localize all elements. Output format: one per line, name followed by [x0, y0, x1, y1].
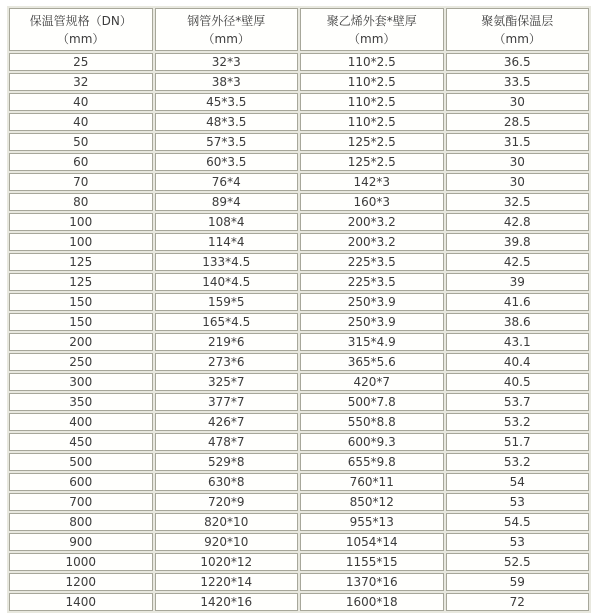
table-cell: 150 — [9, 313, 153, 331]
column-header-label: 聚乙烯外套*壁厚 — [326, 14, 417, 28]
table-row — [9, 453, 589, 471]
table-cell: 1155*15 — [300, 553, 444, 571]
table-cell: 225*3.5 — [300, 253, 444, 271]
table-row — [9, 193, 589, 211]
table-cell: 165*4.5 — [155, 313, 299, 331]
table-cell: 30 — [446, 173, 590, 191]
table-cell: 125 — [9, 273, 153, 291]
table-cell: 28.5 — [446, 113, 590, 131]
table-cell: 377*7 — [155, 393, 299, 411]
table-cell: 1220*14 — [155, 573, 299, 591]
column-header-1 — [155, 8, 299, 51]
table-cell: 30 — [446, 93, 590, 111]
table-cell: 955*13 — [300, 513, 444, 531]
table-row — [9, 273, 589, 291]
table-cell: 142*3 — [300, 173, 444, 191]
table-cell: 100 — [9, 233, 153, 251]
table-cell: 600*9.3 — [300, 433, 444, 451]
table-cell: 250 — [9, 353, 153, 371]
table-cell: 315*4.9 — [300, 333, 444, 351]
table-cell: 30 — [446, 153, 590, 171]
table-row — [9, 73, 589, 91]
table-cell: 420*7 — [300, 373, 444, 391]
table-cell: 100 — [9, 213, 153, 231]
table-cell: 159*5 — [155, 293, 299, 311]
table-cell: 1200 — [9, 573, 153, 591]
table-cell: 550*8.8 — [300, 413, 444, 431]
table-cell: 42.8 — [446, 213, 590, 231]
table-cell: 43.1 — [446, 333, 590, 351]
table-cell: 40 — [9, 113, 153, 131]
table-row — [9, 333, 589, 351]
table-body — [9, 53, 589, 611]
table-cell: 760*11 — [300, 473, 444, 491]
table-cell: 40.5 — [446, 373, 590, 391]
table-cell: 40.4 — [446, 353, 590, 371]
table-cell: 150 — [9, 293, 153, 311]
table-row — [9, 153, 589, 171]
table-cell: 53 — [446, 493, 590, 511]
table-cell: 500 — [9, 453, 153, 471]
table-row — [9, 233, 589, 251]
table-row — [9, 353, 589, 371]
table-row — [9, 313, 589, 331]
table-cell: 53 — [446, 533, 590, 551]
header-row — [9, 8, 589, 51]
table-cell: 45*3.5 — [155, 93, 299, 111]
table-cell: 38*3 — [155, 73, 299, 91]
column-header-3 — [446, 8, 590, 51]
table-cell: 125 — [9, 253, 153, 271]
table-cell: 200*3.2 — [300, 213, 444, 231]
table-cell: 1420*16 — [155, 593, 299, 611]
table-cell: 32.5 — [446, 193, 590, 211]
table-row — [9, 173, 589, 191]
table-cell: 250*3.9 — [300, 293, 444, 311]
table-cell: 32*3 — [155, 53, 299, 71]
table-cell: 110*2.5 — [300, 113, 444, 131]
table-row — [9, 133, 589, 151]
table-cell: 39 — [446, 273, 590, 291]
table-cell: 51.7 — [446, 433, 590, 451]
table-cell: 25 — [9, 53, 153, 71]
table-cell: 31.5 — [446, 133, 590, 151]
table-cell: 426*7 — [155, 413, 299, 431]
table-cell: 38.6 — [446, 313, 590, 331]
table-cell: 1000 — [9, 553, 153, 571]
table-cell: 820*10 — [155, 513, 299, 531]
table-row — [9, 493, 589, 511]
table-cell: 325*7 — [155, 373, 299, 391]
table-row — [9, 373, 589, 391]
table-row — [9, 53, 589, 71]
table-row — [9, 533, 589, 551]
table-cell: 60*3.5 — [155, 153, 299, 171]
table-cell: 108*4 — [155, 213, 299, 231]
table-cell: 600 — [9, 473, 153, 491]
table-cell: 400 — [9, 413, 153, 431]
column-header-0 — [9, 8, 153, 51]
table-cell: 1054*14 — [300, 533, 444, 551]
table-cell: 1020*12 — [155, 553, 299, 571]
table-cell: 59 — [446, 573, 590, 591]
insulation-pipe-spec-table — [7, 6, 591, 613]
table-cell: 250*3.9 — [300, 313, 444, 331]
table-cell: 54.5 — [446, 513, 590, 531]
table-cell: 219*6 — [155, 333, 299, 351]
table-cell: 655*9.8 — [300, 453, 444, 471]
table-header — [9, 8, 589, 51]
table-cell: 60 — [9, 153, 153, 171]
table-cell: 33.5 — [446, 73, 590, 91]
table-cell: 300 — [9, 373, 153, 391]
table-cell: 700 — [9, 493, 153, 511]
column-header-label: 钢管外径*壁厚 — [187, 14, 266, 28]
column-header-label: 聚氨酯保温层 — [481, 14, 554, 28]
table-cell: 72 — [446, 593, 590, 611]
column-header-label: 保温管规格（DN） — [29, 14, 132, 28]
table-row — [9, 293, 589, 311]
table-cell: 114*4 — [155, 233, 299, 251]
table-row — [9, 573, 589, 591]
table-cell: 450 — [9, 433, 153, 451]
table-row — [9, 433, 589, 451]
table-row — [9, 393, 589, 411]
table-cell: 1370*16 — [300, 573, 444, 591]
table-cell: 350 — [9, 393, 153, 411]
table-cell: 140*4.5 — [155, 273, 299, 291]
table-cell: 57*3.5 — [155, 133, 299, 151]
table-cell: 133*4.5 — [155, 253, 299, 271]
table-cell: 32 — [9, 73, 153, 91]
table-row — [9, 93, 589, 111]
table-cell: 53.2 — [446, 413, 590, 431]
table-cell: 36.5 — [446, 53, 590, 71]
table-cell: 53.7 — [446, 393, 590, 411]
table-cell: 40 — [9, 93, 153, 111]
table-cell: 200 — [9, 333, 153, 351]
table-row — [9, 513, 589, 531]
table-cell: 50 — [9, 133, 153, 151]
table-cell: 110*2.5 — [300, 53, 444, 71]
table-row — [9, 553, 589, 571]
table-cell: 630*8 — [155, 473, 299, 491]
table-cell: 80 — [9, 193, 153, 211]
table-cell: 273*6 — [155, 353, 299, 371]
table-cell: 53.2 — [446, 453, 590, 471]
table-cell: 1400 — [9, 593, 153, 611]
table-cell: 160*3 — [300, 193, 444, 211]
column-header-unit: （mm） — [57, 32, 105, 46]
column-header-2 — [300, 8, 444, 51]
table-cell: 800 — [9, 513, 153, 531]
column-header-unit: （mm） — [348, 32, 396, 46]
table-cell: 365*5.6 — [300, 353, 444, 371]
table-cell: 41.6 — [446, 293, 590, 311]
table-cell: 720*9 — [155, 493, 299, 511]
table-cell: 920*10 — [155, 533, 299, 551]
table-cell: 52.5 — [446, 553, 590, 571]
table-cell: 125*2.5 — [300, 133, 444, 151]
table-cell: 125*2.5 — [300, 153, 444, 171]
table-cell: 225*3.5 — [300, 273, 444, 291]
table-cell: 89*4 — [155, 193, 299, 211]
table-cell: 900 — [9, 533, 153, 551]
table-cell: 200*3.2 — [300, 233, 444, 251]
table-cell: 54 — [446, 473, 590, 491]
table-row — [9, 113, 589, 131]
table-cell: 478*7 — [155, 433, 299, 451]
table-cell: 76*4 — [155, 173, 299, 191]
table-cell: 500*7.8 — [300, 393, 444, 411]
table-cell: 1600*18 — [300, 593, 444, 611]
table-row — [9, 413, 589, 431]
column-header-unit: （mm） — [493, 32, 541, 46]
table-row — [9, 253, 589, 271]
table-cell: 70 — [9, 173, 153, 191]
table-cell: 529*8 — [155, 453, 299, 471]
table-cell: 42.5 — [446, 253, 590, 271]
table-row — [9, 213, 589, 231]
table-cell: 48*3.5 — [155, 113, 299, 131]
table-cell: 110*2.5 — [300, 73, 444, 91]
table-cell: 850*12 — [300, 493, 444, 511]
table-cell: 39.8 — [446, 233, 590, 251]
table-row — [9, 593, 589, 611]
table-cell: 110*2.5 — [300, 93, 444, 111]
column-header-unit: （mm） — [202, 32, 250, 46]
table-row — [9, 473, 589, 491]
